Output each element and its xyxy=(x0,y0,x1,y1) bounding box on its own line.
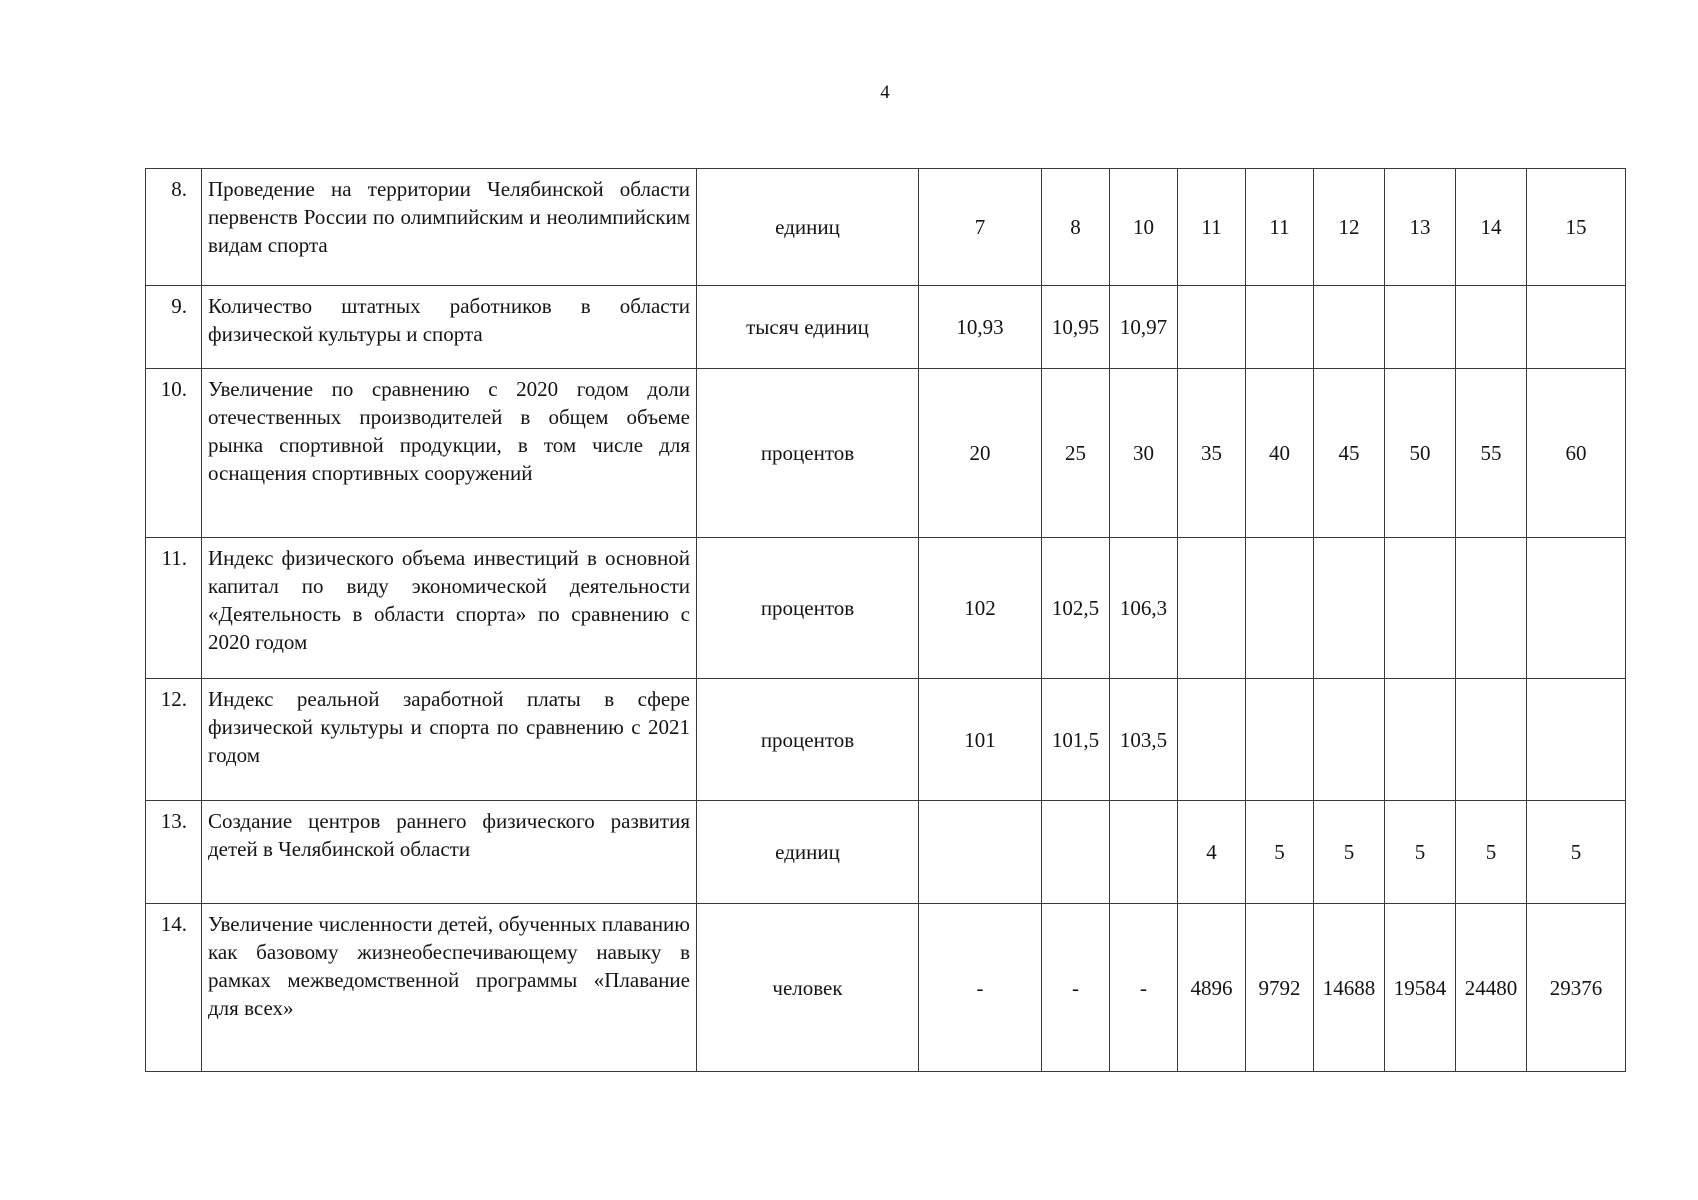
value-cell: 24480 xyxy=(1456,904,1527,1072)
value-cell xyxy=(1456,538,1527,679)
value-cell: 101,5 xyxy=(1042,679,1110,801)
unit-cell: единиц xyxy=(697,169,919,286)
value-cell: 40 xyxy=(1246,369,1314,538)
indicator-name: Увеличение по сравнению с 2020 годом доли отечественных производителей в общем объеме рынка спортивной продукции, в том числе для оснащения спортивных сооружений xyxy=(202,369,697,538)
value-cell: - xyxy=(1042,904,1110,1072)
value-cell xyxy=(1246,538,1314,679)
unit-cell: единиц xyxy=(697,801,919,904)
value-cell: 25 xyxy=(1042,369,1110,538)
indicator-name: Проведение на территории Челябинской области первенств России по олимпийским и неолимпийским видам спорта xyxy=(202,169,697,286)
value-cell: 13 xyxy=(1385,169,1456,286)
value-cell xyxy=(1385,679,1456,801)
value-cell: 11 xyxy=(1178,169,1246,286)
value-cell xyxy=(1456,679,1527,801)
value-cell xyxy=(1385,538,1456,679)
value-cell xyxy=(1178,286,1246,369)
value-cell xyxy=(1246,679,1314,801)
unit-cell: процентов xyxy=(697,679,919,801)
value-cell xyxy=(1042,801,1110,904)
value-cell: 7 xyxy=(919,169,1042,286)
value-cell: 10,93 xyxy=(919,286,1042,369)
value-cell: 106,3 xyxy=(1110,538,1178,679)
value-cell xyxy=(1385,286,1456,369)
indicator-name: Создание центров раннего физического развития детей в Челябинской области xyxy=(202,801,697,904)
row-number: 9. xyxy=(146,286,202,369)
value-cell: 55 xyxy=(1456,369,1527,538)
value-cell: 10,95 xyxy=(1042,286,1110,369)
value-cell xyxy=(1246,286,1314,369)
indicator-name: Индекс реальной заработной платы в сфере физической культуры и спорта по сравнению с 2021 годом xyxy=(202,679,697,801)
page-number: 4 xyxy=(880,82,890,103)
value-cell: 4896 xyxy=(1178,904,1246,1072)
table-row xyxy=(146,169,1626,286)
value-cell xyxy=(1527,286,1626,369)
row-number: 13. xyxy=(146,801,202,904)
value-cell: 10 xyxy=(1110,169,1178,286)
value-cell: 10,97 xyxy=(1110,286,1178,369)
value-cell: 19584 xyxy=(1385,904,1456,1072)
value-cell: - xyxy=(919,904,1042,1072)
table-row xyxy=(146,286,1626,369)
value-cell: 50 xyxy=(1385,369,1456,538)
value-cell: 45 xyxy=(1314,369,1385,538)
row-number: 11. xyxy=(146,538,202,679)
table-row xyxy=(146,679,1626,801)
value-cell: 29376 xyxy=(1527,904,1626,1072)
indicator-name: Индекс физического объема инвестиций в основной капитал по виду экономической деятельности «Деятельность в области спорта» по сравнению с 2020 годом xyxy=(202,538,697,679)
value-cell xyxy=(1178,538,1246,679)
row-number: 12. xyxy=(146,679,202,801)
table-row xyxy=(146,801,1626,904)
value-cell xyxy=(1110,801,1178,904)
indicator-name: Количество штатных работников в области физической культуры и спорта xyxy=(202,286,697,369)
indicators-table xyxy=(145,168,1626,1072)
table-row xyxy=(146,369,1626,538)
value-cell: 11 xyxy=(1246,169,1314,286)
value-cell xyxy=(1527,538,1626,679)
value-cell: 5 xyxy=(1385,801,1456,904)
value-cell: 101 xyxy=(919,679,1042,801)
table-row xyxy=(146,904,1626,1072)
unit-cell: тысяч единиц xyxy=(697,286,919,369)
value-cell: - xyxy=(1110,904,1178,1072)
value-cell: 5 xyxy=(1314,801,1385,904)
value-cell: 9792 xyxy=(1246,904,1314,1072)
value-cell: 30 xyxy=(1110,369,1178,538)
value-cell xyxy=(1527,679,1626,801)
value-cell: 15 xyxy=(1527,169,1626,286)
indicator-name: Увеличение численности детей, обученных плаванию как базовому жизнеобеспечивающему навыку в рамках межведомственной программы «Плавание для всех» xyxy=(202,904,697,1072)
row-number: 14. xyxy=(146,904,202,1072)
value-cell xyxy=(1314,286,1385,369)
value-cell xyxy=(1314,679,1385,801)
value-cell xyxy=(1456,286,1527,369)
value-cell: 5 xyxy=(1527,801,1626,904)
value-cell xyxy=(1314,538,1385,679)
value-cell xyxy=(919,801,1042,904)
value-cell: 14 xyxy=(1456,169,1527,286)
value-cell: 5 xyxy=(1456,801,1527,904)
value-cell: 35 xyxy=(1178,369,1246,538)
value-cell xyxy=(1178,679,1246,801)
row-number: 10. xyxy=(146,369,202,538)
value-cell: 8 xyxy=(1042,169,1110,286)
indicators-table-body xyxy=(146,169,1626,1072)
unit-cell: процентов xyxy=(697,369,919,538)
value-cell: 5 xyxy=(1246,801,1314,904)
value-cell: 102,5 xyxy=(1042,538,1110,679)
value-cell: 102 xyxy=(919,538,1042,679)
table-row xyxy=(146,538,1626,679)
value-cell: 14688 xyxy=(1314,904,1385,1072)
value-cell: 12 xyxy=(1314,169,1385,286)
value-cell: 4 xyxy=(1178,801,1246,904)
unit-cell: процентов xyxy=(697,538,919,679)
value-cell: 20 xyxy=(919,369,1042,538)
value-cell: 103,5 xyxy=(1110,679,1178,801)
row-number: 8. xyxy=(146,169,202,286)
value-cell: 60 xyxy=(1527,369,1626,538)
unit-cell: человек xyxy=(697,904,919,1072)
